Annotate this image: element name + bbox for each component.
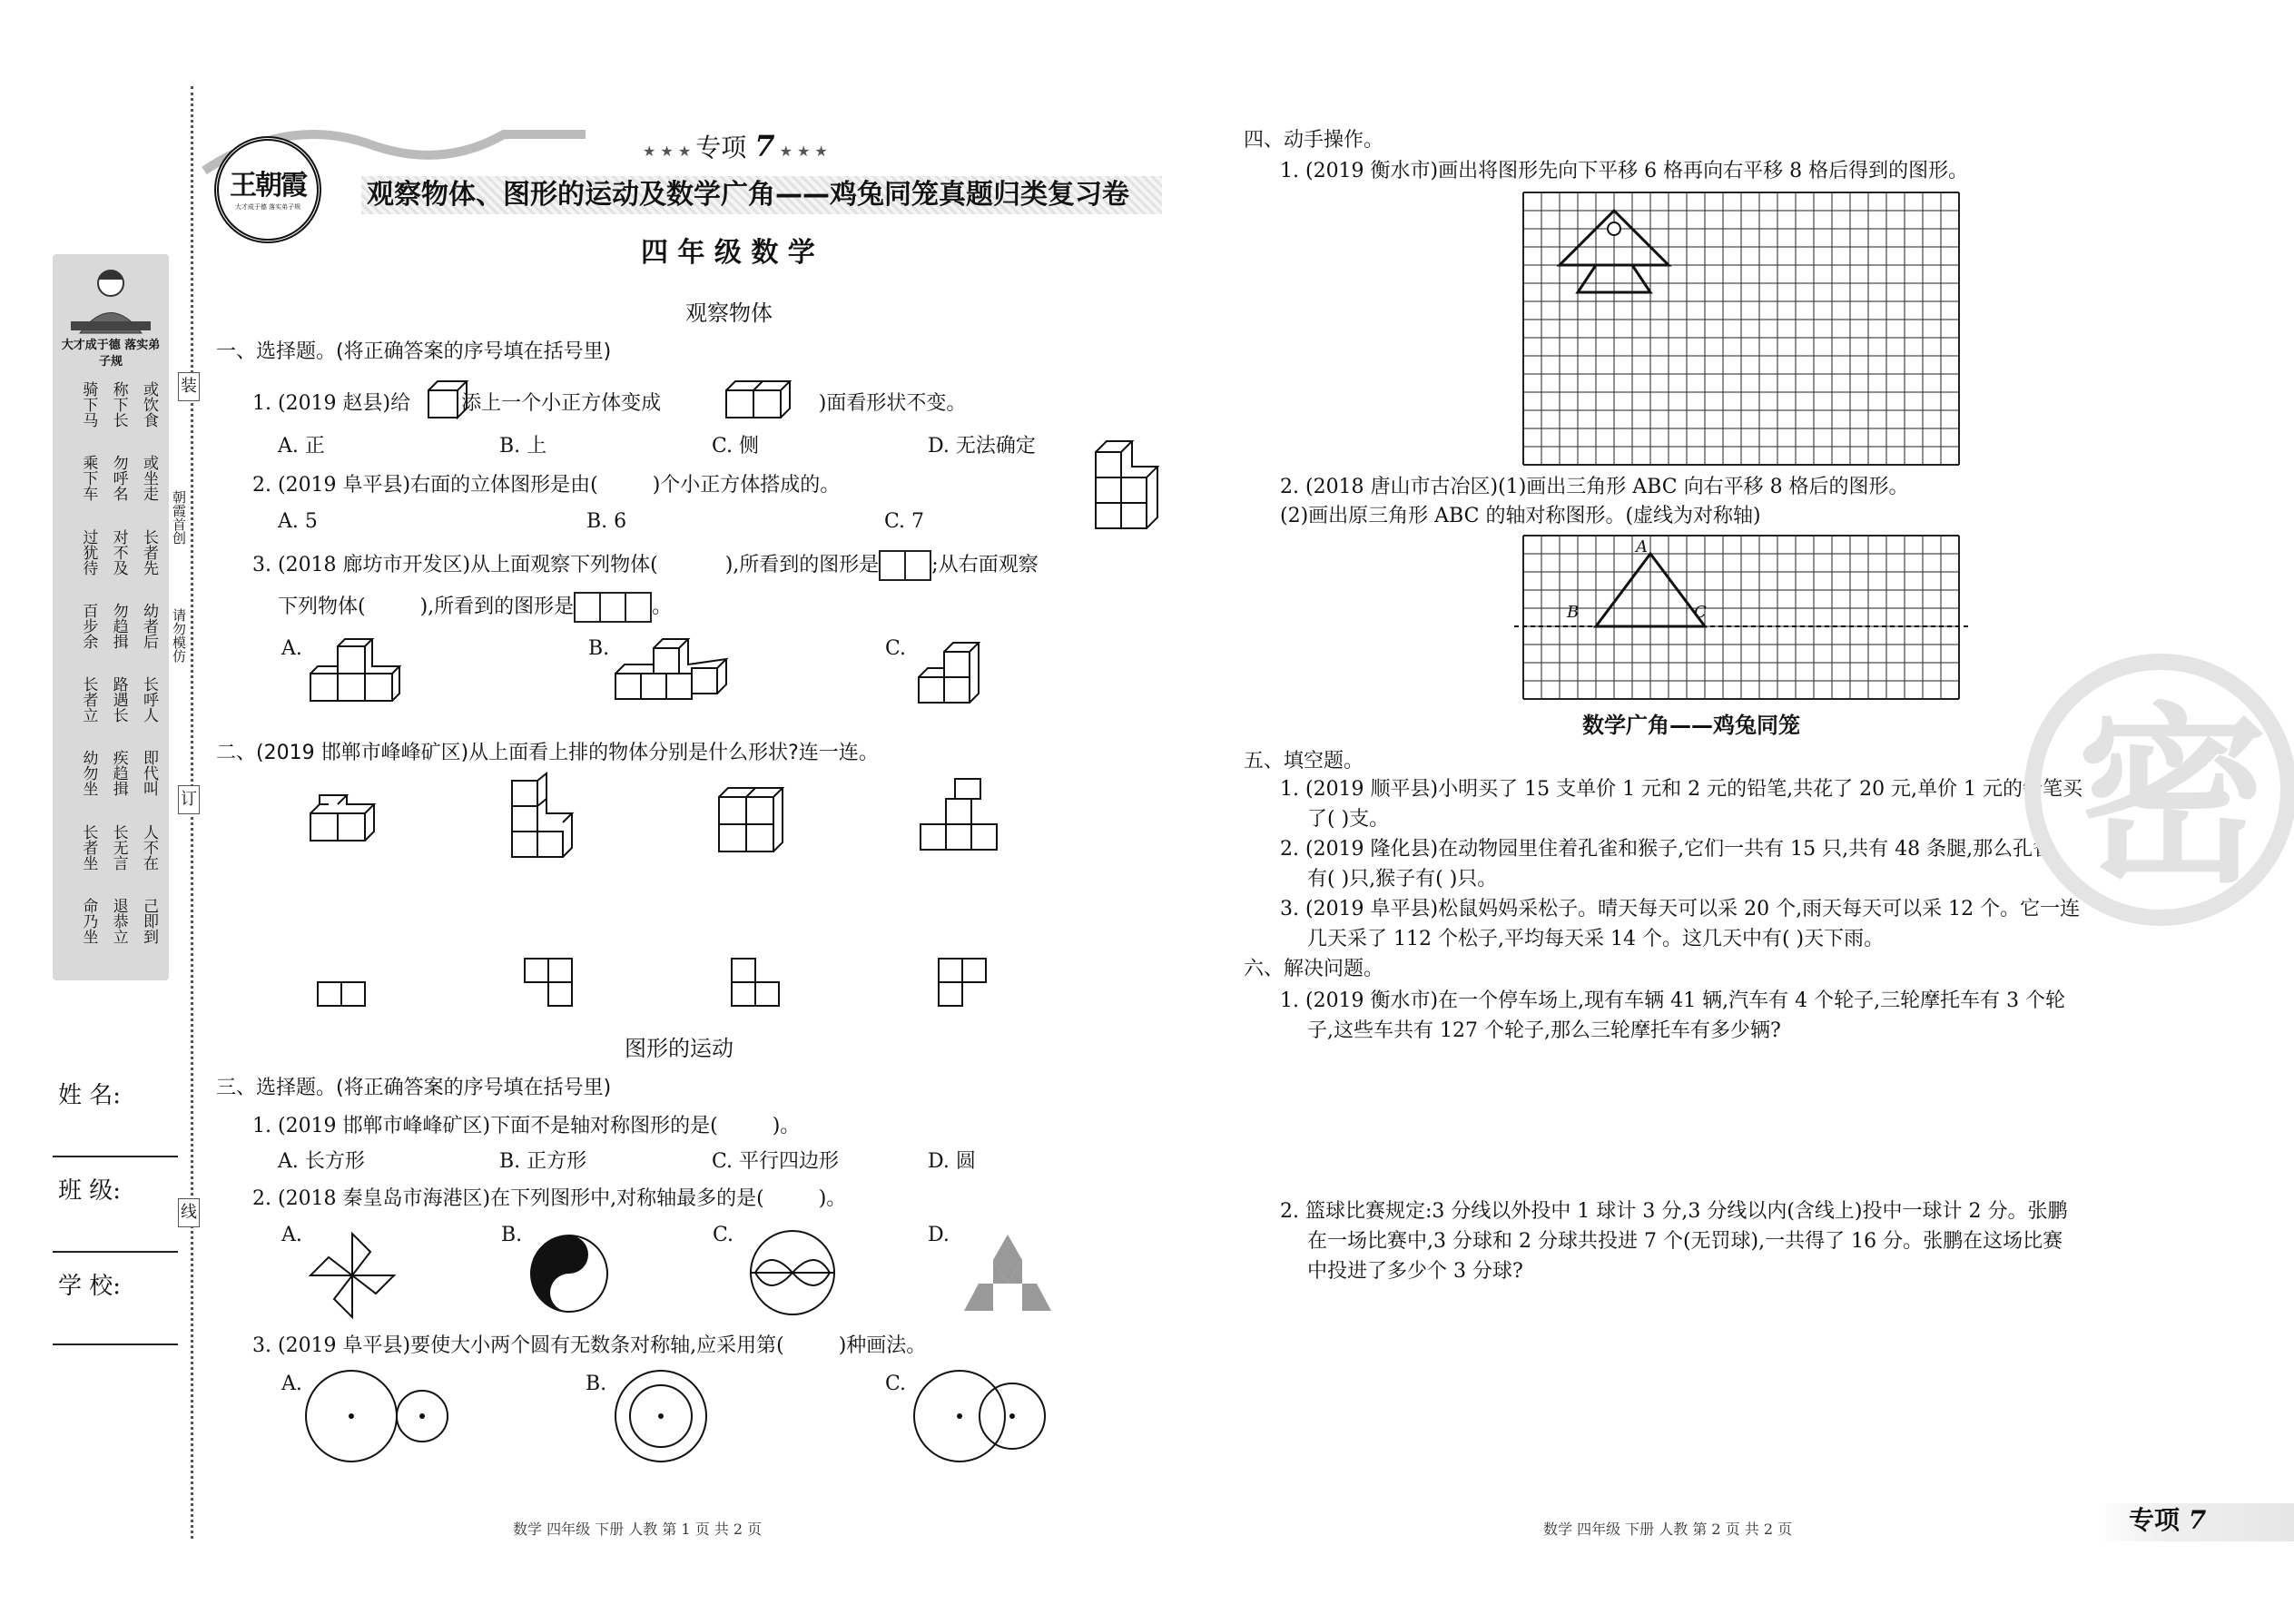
q3-1-opt-a[interactable]: A. 长方形 [278,1150,365,1173]
q4-heading: 四、动手操作。 [1244,129,1384,152]
corner-badge: 专项 7 [2129,1505,2207,1535]
q1-heading: 一、选择题。(将正确答案的序号填在括号里) [216,340,612,363]
class-label: 班 级: [58,1177,122,1205]
scholar-illustration [53,256,169,338]
motto-column: 勿呼名 [109,455,128,502]
motto-grid [67,381,158,971]
seal-mid: 订 [178,785,200,814]
circles-option-c [912,1371,1058,1462]
q2-object-2 [510,781,583,862]
q6-2-c: 中投进了多少个 3 分球? [1307,1260,1523,1283]
motto-column: 长无言 [109,823,128,871]
motto-column: 命乃坐 [79,897,98,944]
q1-3-line2: 下列物体( ),所看到的图形是 。 [278,592,672,623]
q4-2-b: (2)画出原三角形 ABC 的轴对称图形。(虚线为对称轴) [1280,505,1761,527]
label-a: A [1636,537,1648,556]
paper-title: 观察物体、图形的运动及数学广角——鸡兔同笼真题归类复习卷 [367,179,1129,211]
q3-3-opt-b[interactable]: B. [586,1373,607,1395]
q6-1-b: 子,这些车共有 127 个轮子,那么三轮摩托车有多少辆? [1307,1019,1781,1042]
school-field[interactable] [53,1343,178,1345]
q3-3-opt-c[interactable]: C. [885,1373,907,1395]
motto-column: 路遇长 [109,676,128,723]
circles-option-b [613,1371,713,1462]
motto-column: 称下长 [109,381,128,428]
q1-3-opt-b[interactable]: B. [588,637,610,660]
q1-2-options [278,508,924,536]
seal-bot: 线 [178,1198,200,1227]
star-right-icon: ★ ★ ★ [774,143,828,160]
q3-1-options [278,1148,976,1176]
q1-1-opt-a[interactable]: A. 正 [278,435,325,458]
q1-2-opt-b[interactable]: B. 6 [586,510,627,533]
q5-heading: 五、填空题。 [1244,750,1364,773]
q1-3-opt-a[interactable]: A. [281,637,302,660]
q3-2-opt-c[interactable]: C. [713,1224,734,1246]
left-footer: 数学 四年级 下册 人教 第 1 页 共 2 页 [513,1521,763,1538]
motto-column: 长者立 [79,676,98,723]
school-label: 学 校: [58,1273,122,1300]
grid-1 [1523,192,1959,465]
paper-subtitle: 四 年 级 数 学 [641,237,815,269]
q1-3-right-view-shape [574,592,652,623]
q1-2-opt-a[interactable]: A. 5 [278,510,318,533]
q3-2-opt-d[interactable]: D. [928,1224,950,1246]
q1-3-figure-a [309,641,409,704]
q2-object-3 [717,781,790,853]
yin-yang-figure [528,1233,610,1314]
motto-column: 幼者后 [139,602,158,649]
motto-column: 勿趋揖 [109,602,128,649]
confidential-seal-text: 密 [2077,684,2269,909]
q1-3-line1: 3. (2018 廊坊市开发区)从上面观察下列物体( ),所看到的图形是 ;从右面观察 [252,550,1039,581]
topic-badge: ★ ★ ★ 专项 7 ★ ★ ★ [643,129,828,163]
q2-view-1 [316,980,370,1011]
q2-view-2 [523,957,577,1011]
q1-2-opt-c[interactable]: C. 7 [884,510,925,533]
q5-3-a: 3. (2019 阜平县)松鼠妈妈采松子。晴天每天可以采 20 个,雨天每天可以采 12 个。它一连 [1280,898,2081,920]
q6-2-b: 在一场比赛中,3 分球和 2 分球共投进 7 个(无罚球),一共得了 16 分。张鹏在这场比赛 [1307,1230,2063,1253]
q3-2-opt-b[interactable]: B. [501,1224,523,1246]
motto-column: 即代叫 [139,750,158,797]
logo [214,136,321,243]
motto-column: 乘下车 [79,455,98,502]
q5-2-a: 2. (2019 隆化县)在动物园里住着孔雀和猴子,它们一共有 15 只,共有 48 条腿,那么孔雀 [1280,838,2053,861]
q2-object-1 [309,792,381,846]
q1-3-opt-c[interactable]: C. [885,637,907,660]
motto-column: 骑下马 [79,381,98,428]
logo-text: 王朝霞 [230,170,306,202]
q3-1-opt-b[interactable]: B. 正方形 [499,1150,587,1173]
q3-1-opt-d[interactable]: D. 圆 [928,1150,976,1173]
q1-1-opt-b[interactable]: B. 上 [499,435,547,458]
logo-subtext: 大才成于德 落实弟子规 [234,203,301,211]
q1-3-top-view-shape [879,550,931,581]
section-chicken-rabbit: 数学广角——鸡兔同笼 [1582,713,1800,738]
q5-1-b: 了( )支。 [1307,808,1390,831]
q1-1-single-cube [427,379,468,419]
motto-column: 退恭立 [109,897,128,944]
rocket-circle [1608,222,1620,235]
q6-1-a: 1. (2019 衡水市)在一个停车场上,现有车辆 41 辆,汽车有 4 个轮子,三轮摩托车有 3 个轮 [1280,989,2066,1012]
motto-column: 疾趋揖 [109,750,128,797]
q2-view-3 [730,957,784,1011]
q2-view-4 [937,957,991,1011]
q3-heading: 三、选择题。(将正确答案的序号填在括号里) [216,1077,612,1099]
q3-2: 2. (2018 秦皇岛市海港区)在下列图形中,对称轴最多的是( )。 [252,1187,847,1210]
class-field[interactable] [53,1251,178,1253]
q3-3: 3. (2019 阜平县)要使大小两个圆有无数条对称轴,应采用第( )种画法。 [252,1334,927,1357]
section-motion: 图形的运动 [625,1036,733,1061]
motto-column: 对不及 [109,528,128,576]
name-field[interactable] [53,1156,178,1157]
q1-1: 1. (2019 赵县)给 添上一个小正方体变成 )面看形状不变。 [252,392,967,415]
motto-column: 长者坐 [79,823,98,871]
motto-column: 或坐走 [139,455,158,502]
side-note-1: 朝霞首创 [171,490,187,545]
motto-column: 长呼人 [139,676,158,723]
motto-column: 百步余 [79,602,98,649]
q1-1-two-cubes [724,379,790,419]
pinwheel-figure [307,1230,398,1321]
q1-1-opt-c[interactable]: C. 侧 [712,435,760,458]
motto-column: 过犹待 [79,528,98,576]
grid-2 [1523,536,1959,699]
motto-title: 大才成于德 落实弟子规 [61,339,161,369]
q5-3-b: 几天采了 112 个松子,平均每天采 14 个。这几天中有( )天下雨。 [1307,928,1885,950]
q1-3-figure-c [917,635,989,708]
q6-heading: 六、解决问题。 [1244,958,1384,980]
q6-2-a: 2. 篮球比赛规定:3 分线以外投中 1 球计 3 分,3 分线以内(含线上)投中一球计 2 分。张鹏 [1280,1200,2068,1223]
circle-petals-figure [743,1227,842,1318]
section-observe: 观察物体 [685,300,773,326]
q5-2-b: 有( )只,猴子有( )只。 [1307,868,1498,891]
triangles-logo-figure [962,1233,1053,1314]
q2-heading: 二、(2019 邯郸市峰峰矿区)从上面看上排的物体分别是什么形状?连一连。 [216,742,879,764]
right-footer: 数学 四年级 下册 人教 第 2 页 共 2 页 [1543,1521,1793,1538]
q4-1: 1. (2019 衡水市)画出将图形先向下平移 6 格再向右平移 8 格后得到的图形。 [1280,160,1969,182]
q3-3-opt-a[interactable]: A. [281,1373,302,1395]
name-label: 姓 名: [58,1082,122,1109]
motto-panel [53,254,169,980]
star-left-icon: ★ ★ ★ [643,143,696,160]
confidential-seal [2024,654,2294,926]
motto-column: 幼勿坐 [79,750,98,797]
circles-option-a [304,1371,449,1462]
seal-top: 装 [178,372,200,401]
q3-1-opt-c[interactable]: C. 平行四边形 [712,1150,840,1173]
q1-2: 2. (2019 阜平县)右面的立体图形是由( )个小正方体搭成的。 [252,474,841,497]
label-b: B [1567,603,1580,622]
q2-object-4 [919,779,1000,861]
q3-1: 1. (2019 邯郸市峰峰矿区)下面不是轴对称图形的是( )。 [252,1115,801,1137]
q1-2-cube-stack [1094,439,1167,539]
q1-1-options [278,433,1036,460]
motto-column: 长者先 [139,528,158,576]
side-note-2: 请勿模仿 [171,608,187,663]
motto-column: 或饮食 [139,381,158,428]
q1-3-figure-b [614,641,732,704]
motto-column: 人不在 [139,823,158,871]
motto-column: 己即到 [139,897,158,944]
q1-1-opt-d[interactable]: D. 无法确定 [928,435,1036,458]
q4-2-a: 2. (2018 唐山市古冶区)(1)画出三角形 ABC 向右平移 8 格后的图形。 [1280,476,1909,498]
q3-2-opt-a[interactable]: A. [281,1224,302,1246]
label-c: C [1694,603,1707,622]
q5-1-a: 1. (2019 顺平县)小明买了 15 支单价 1 元和 2 元的铅笔,共花了 20 元,单价 1 元的铅笔买 [1280,778,2083,801]
